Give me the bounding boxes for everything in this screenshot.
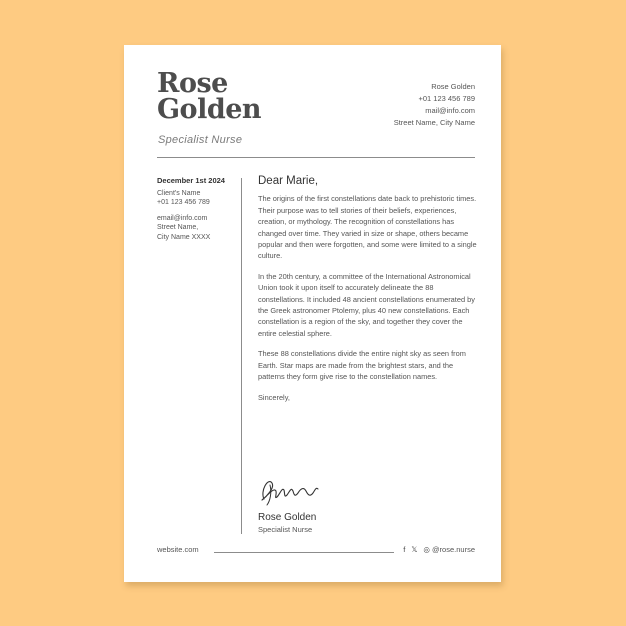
sender-contact-phone: +01 123 456 789 [418,94,475,103]
letter-page [124,45,501,582]
greeting: Dear Marie, [258,175,319,187]
sender-contact-email: mail@info.com [425,106,475,115]
column-divider [241,178,242,534]
footer-website: website.com [157,545,199,554]
footer-divider [214,552,394,553]
handwritten-signature [258,473,328,507]
recipient-email: email@info.com [157,214,208,222]
sender-last-name: Golden [157,94,262,125]
recipient-city: City Name XXXX [157,233,211,241]
paragraph-2: In the 20th century, a committee of the International Astronomical Union took it upon itself to accurately delineate the 88 constellations. It included 48 ancient constellations enumerated by the Greek astronomer Ptolemy, plus 40 new constellations. Each constellation is a region of the sky, and together they cover the entire celestial sphere. [258,271,475,338]
x-icon: 𝕏 [411,545,418,554]
recipient-name: Client's Name [157,189,201,197]
signature-role: Specialist Nurse [258,525,313,534]
header-divider [157,157,475,158]
social-handle: @rose.nurse [431,545,475,554]
recipient-street: Street Name, [157,224,199,231]
recipient-phone: +01 123 456 789 [157,199,210,206]
sender-role: Specialist Nurse [158,134,243,146]
instagram-icon: ◎ [423,545,430,554]
facebook-icon: f [403,545,406,554]
sender-contact-block [394,81,475,129]
sender-first-name: Rose [157,68,228,99]
letter-date: December 1st 2024 [157,176,225,185]
sender-contact-name: Rose Golden [431,82,475,91]
sender-name [157,68,262,125]
closing: Sincerely, [258,392,290,402]
footer-social [403,545,475,554]
paragraph-1: The origins of the first constellations date back to prehistoric times. Their purpose was to tell stories of their beliefs, experiences, creation, or mythology. The recognition of constellations has changed over time. They varied in size or shape, others became popular and then were forgotten, and some were limited to a single culture. [258,194,477,261]
letter-body [258,176,478,412]
paragraph-3: These 88 constellations divide the entire night sky as seen from Earth. Star maps are made from the brightest stars, and the patterns they form give rise to the constellation names. [258,349,466,382]
sender-contact-address: Street Name, City Name [393,118,475,127]
signature-name: Rose Golden [258,512,317,523]
recipient-block [157,176,247,242]
